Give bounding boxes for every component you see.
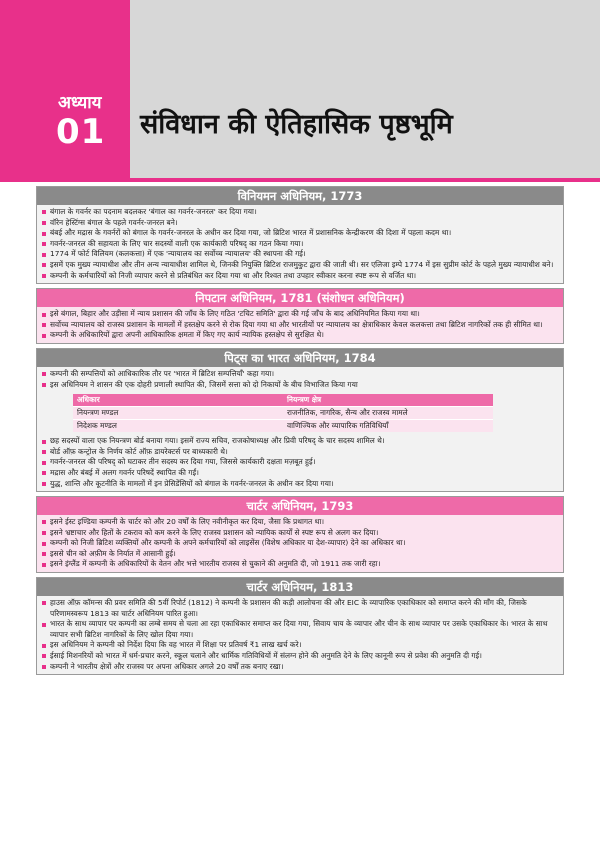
section-charter-act-1793 [36, 496, 564, 573]
dual-government-table [73, 394, 493, 432]
title-band [130, 0, 600, 178]
list-item: युद्ध, शान्ति और कूटनीति के मामलों में इन प्रेसिडेंसियों को बंगाल के गवर्नर-जनरल के अधीन कर दिया गया। [41, 479, 559, 490]
table-header-row [73, 394, 493, 407]
list-item: इसमें एक मुख्य न्यायाधीश और तीन अन्य न्यायाधीश शामिल थे, जिनकी नियुक्ति ब्रिटिश राजमुकुट द्वारा की जाती थी। सर एलिजा इम्पे 1774 में इस सुप्रीम कोर्ट के पहले मुख्य न्यायाधीश बने। [41, 260, 559, 271]
table-cell: नियन्त्रण मण्डल [73, 407, 283, 420]
bullet-list [37, 515, 563, 572]
list-item: ईसाई मिशनरियों को भारत में धर्म-प्रचार करने, स्कूल चलाने और धार्मिक गतिविधियों में संलग्न होने की अनुमति देने के लिए कानूनी रूप से प्रवेश की अनुमति दी गई। [41, 651, 559, 662]
list-item: हाउस ऑफ़ कॉमन्स की प्रवर समिति की 5वीं रिपोर्ट (1812) ने कम्पनी के प्रशासन की कड़ी आलोचना की और EIC के व्यापारिक एकाधिकार को समाप्त करने की माँग की, जिसके परिणामस्वरूप 1813 का चार्टर अधिनियम पारित हुआ। [41, 598, 559, 619]
section-title: पिट्स का भारत अधिनियम, 1784 [37, 349, 563, 367]
section-regulating-act-1773 [36, 186, 564, 284]
list-item: बंगाल के गवर्नर का पदनाम बदलकर 'बंगाल का गवर्नर-जनरल' कर दिया गया। [41, 207, 559, 218]
header-divider [0, 178, 600, 182]
list-item: इसे बंगाल, बिहार और उड़ीसा में न्याय प्रशासन की जाँच के लिए गठित 'टचिट समिति' द्वारा की गई जाँच के बाद अधिनियमित किया गया था। [41, 309, 559, 320]
list-item: वॉरेन हेस्टिंग्स बंगाल के पहले गवर्नर-जनरल बने। [41, 218, 559, 229]
list-item: कम्पनी के कर्मचारियों को निजी व्यापार करने से प्रतिबंधित कर दिया गया था और रिश्वत तथा उपहार स्वीकार करना स्पष्ट रूप से वर्जित था। [41, 271, 559, 282]
section-title: निपटान अधिनियम, 1781 (संशोधन अधिनियम) [37, 289, 563, 307]
table-cell: वाणिज्यिक और व्यापारिक गतिविधियाँ [283, 420, 493, 433]
list-item: गवर्नर-जनरल की सहायता के लिए चार सदस्यों वाली एक कार्यकारी परिषद् का गठन किया गया। [41, 239, 559, 250]
table-cell: निदेशक मण्डल [73, 420, 283, 433]
list-item: इसने भ्रष्टाचार और हितों के टकराव को कम करने के लिए राजस्व प्रशासन को न्यायिक कार्यों से स्पष्ट रूप से अलग कर दिया। [41, 528, 559, 539]
chapter-header [0, 0, 600, 185]
section-settlement-act-1781 [36, 288, 564, 344]
list-item: कम्पनी की सम्पत्तियों को आधिकारिक तौर पर 'भारत में ब्रिटिश सम्पत्तियाँ' कहा गया। [41, 369, 559, 380]
list-item: इस अधिनियम ने कम्पनी को निर्देश दिया कि वह भारत में शिक्षा पर प्रतिवर्ष ₹1 लाख खर्च करे। [41, 640, 559, 651]
section-title: चार्टर अधिनियम, 1813 [37, 578, 563, 596]
list-item: मद्रास और बंबई में अलग गवर्नर परिषदें स्थापित की गईं। [41, 468, 559, 479]
chapter-number: 01 [56, 112, 106, 152]
chapter-label: अध्याय [58, 93, 102, 113]
bullet-list [37, 434, 563, 491]
table-header: नियन्त्रण क्षेत्र [283, 394, 493, 407]
section-pitts-india-act-1784 [36, 348, 564, 492]
section-title: विनियमन अधिनियम, 1773 [37, 187, 563, 205]
section-charter-act-1813 [36, 577, 564, 675]
list-item: बोर्ड ऑफ़ कन्ट्रोल के निर्णय कोर्ट ऑफ़ डायरेक्टर्स पर बाध्यकारी थे। [41, 447, 559, 458]
list-item: भारत के साथ व्यापार पर कम्पनी का लम्बे समय से चला आ रहा एकाधिकार समाप्त कर दिया गया, सिवाय चाय के व्यापार और चीन के साथ व्यापार पर उसके एकाधिकार के। भारत के साथ व्यापार सभी ब्रिटिश नागरिकों के लिए खोल दिया गया। [41, 619, 559, 640]
bullet-list [37, 367, 563, 392]
chapter-title: संविधान की ऐतिहासिक पृष्ठभूमि [140, 109, 453, 140]
section-title: चार्टर अधिनियम, 1793 [37, 497, 563, 515]
table-row [73, 407, 493, 420]
bullet-list [37, 205, 563, 283]
list-item: कम्पनी के अधिकारियों द्वारा अपनी आधिकारिक क्षमता में किए गए कार्य न्यायिक हस्तक्षेप से सुरक्षित थे। [41, 330, 559, 341]
list-item: 1774 में फोर्ट विलियम (कलकत्ता) में एक 'न्यायालय का सर्वोच्च न्यायालय' की स्थापना की गई। [41, 249, 559, 260]
list-item: छह सदस्यों वाला एक नियन्त्रण बोर्ड बनाया गया। इसमें राज्य सचिव, राजकोषाध्यक्ष और प्रिवी परिषद् के चार सदस्य शामिल थे। [41, 436, 559, 447]
list-item: कम्पनी ने भारतीय क्षेत्रों और राजस्व पर अपना अधिकार अगले 20 वर्षों तक बनाए रखा। [41, 662, 559, 673]
table-header: अधिकार [73, 394, 283, 407]
table-row [73, 420, 493, 433]
list-item: इस अधिनियम ने शासन की एक दोहरी प्रणाली स्थापित की, जिसमें सत्ता को दो निकायों के बीच विभाजित किया गया [41, 380, 559, 391]
list-item: इसने ईस्ट इण्डिया कम्पनी के चार्टर को और 20 वर्षों के लिए नवीनीकृत कर दिया, जैसा कि प्रथागत था। [41, 517, 559, 528]
list-item: इससे चीन को अफ़ीम के निर्यात में आसानी हुई। [41, 549, 559, 560]
chapter-content [36, 186, 564, 679]
list-item: सर्वोच्च न्यायालय को राजस्व प्रशासन के मामलों में हस्तक्षेप करने से रोक दिया गया था और भारतीयों पर न्यायालय का क्षेत्राधिकार केवल कलकत्ता तथा ब्रिटिश नागरिकों तक ही सीमित था। [41, 320, 559, 331]
list-item: बंबई और मद्रास के गवर्नरों को बंगाल के गवर्नर-जनरल के अधीन कर दिया गया, जो ब्रिटिश भारत में प्रशासनिक केन्द्रीकरण की दिशा में पहला कदम था। [41, 228, 559, 239]
bullet-list [37, 596, 563, 674]
list-item: कम्पनी को निजी ब्रिटिश व्यक्तियों और कम्पनी के अपने कर्मचारियों को लाइसेंस (विशेष अधिकार या देश-व्यापार) देने का अधिकार था। [41, 538, 559, 549]
list-item: इसने इंग्लैंड में कम्पनी के अधिकारियों के वेतन और भत्ते भारतीय राजस्व से चुकाने की अनुमति दी, जो 1911 तक जारी रहा। [41, 559, 559, 570]
table-cell: राजनीतिक, नागरिक, सैन्य और राजस्व मामले [283, 407, 493, 420]
list-item: गवर्नर-जनरल की परिषद् को घटाकर तीन सदस्य कर दिया गया, जिससे कार्यकारी दक्षता मज़बूत हुई। [41, 457, 559, 468]
bullet-list [37, 307, 563, 343]
